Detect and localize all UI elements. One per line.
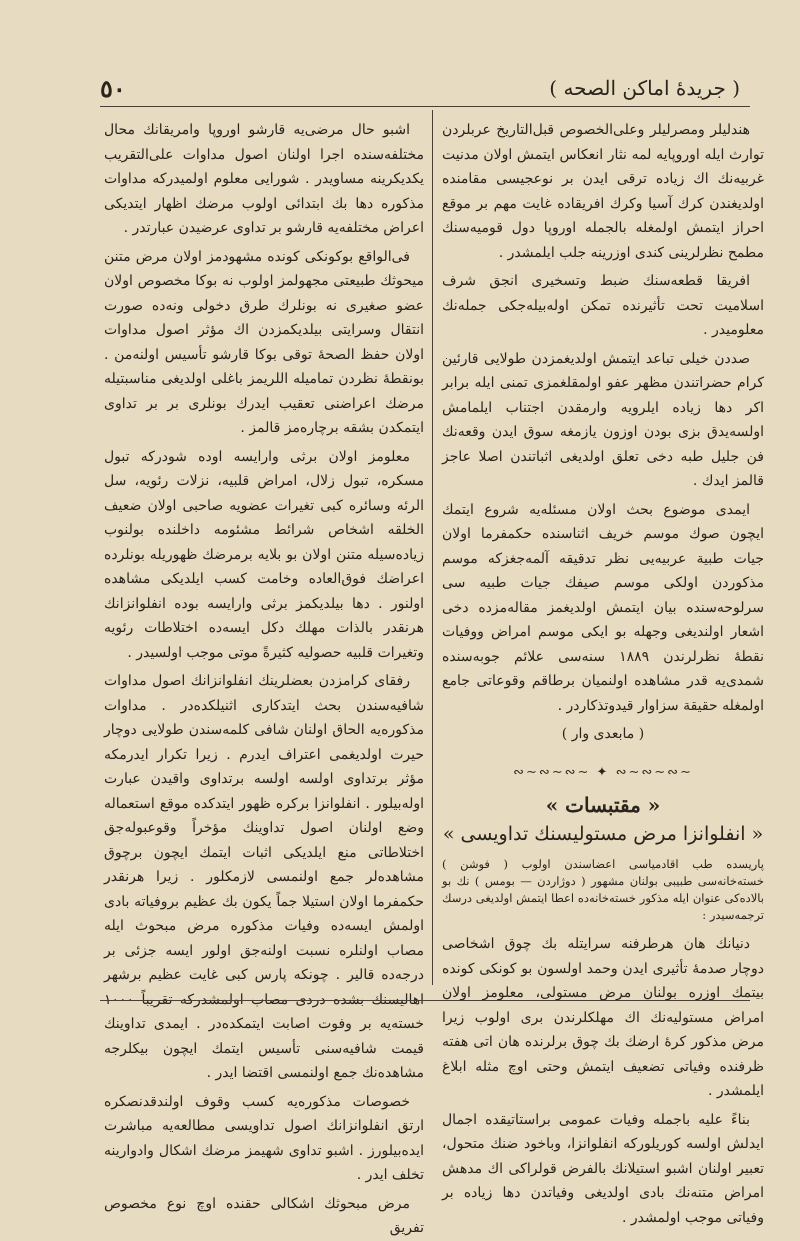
paragraph: بناءً علیه باجمله وفیات عمومی براستاتیقده اجمال ایدلش اولسه کوریلورکه انفلوانزا، وباخود ضنك متحول، تعبیر اولنان اشبو استیلانك بالفرض قولراکی اك مدهش امراض متنه‌نك بادی اولدیغی وفیاتدن دها زیاده بر وفیاتی موجب اولمشدر . [442,1111,764,1226]
continued-note: ( مابعدی وار ) [561,726,645,742]
paragraph: فی‌الواقع بوکونکی کونده مشهودمز اولان مرض متنن میحوثك طبیعتی مجهولمز اولوب نه بوکا مخصوص اولان عضو صغیری نه بونلرك طرق دخولی ونه‌ده صورت انتقال وسرایتی بیلدیکمزدن اك مؤثر اصول مداوات اولان حفظ الصحهٔ توقی بوکا قارشو تأسیس اولنه‌من . بونقطهٔ نظردن تمامیله اللریمز باغلی اولدیغی مناسبتیله مرضك اعراضنی تعقیب ایدرك بونلری بر بر تداوی ایتمکدن بشقه برچاره‌مز قالمز . [104,248,424,436]
column-divider [432,110,433,985]
paragraph: خصوصات مذکوره‌یه کسب وقوف اولندقدنصکره ارتق انفلوانزانك اصول تداویسی مطالعه‌یه مباشرت ایده‌بیلورز . اشبو تداوی شهیمز مرضك اشکال وادوارینه تخلف ایدر . [104,1093,424,1183]
footer-rule [100,1000,750,1001]
paragraph: افریقا قطعه‌سنك ضبط وتسخیری انجق شرف اسلامیت تحت تأثیرنده تمکن اوله‌بیله‌جکی جمله‌نك معلومیدر . [442,273,764,338]
page-number: ٥٠ [100,73,126,103]
paragraph: رفقای کرامزدن بعضلرینك انفلوانزانك اصول مداوات شافیه‌سندن بحث ایتدکاری اثنیلکده‌در . مداوات مذکوره‌یه الحاق اولنان شافی کلمه‌سندن طولایی دوچار حیرت اولدیغمی اعتراف ایدرم . زیرا تکرار ایدرمکه مؤثر برتداوی اولسه اولسه برتداوی واقیدن عبارت اوله‌بیلور . انفلوانزا برکره ظهور ایتدکده موقع استعماله وضع اولنان اصول تداوینك مؤخراً وقوعبوله‌جق اختلاطاتی منع ایلدیکی اثبات ایتمك ایچون برچوق مشاهده‌لر جمع اولنمسی لازمکلور . زیرا هرنقدر حکمفرما اولان استیلا جماً یکون بك عظیم بروفیاته بادی اولمش ایسه‌ده وفیات مذکوره مرض مبحوث ایله مصاب اولنلره نسبت اولنه‌جق اولور ایسه جزئی بر درجه‌ده قالیر . چونکه پارس کبی غایت عظیم برشهر اهالیسنك بشده دردی مصاب اولمشدرکه تقریباً ١٠٠٠ خسته‌یه بر وفوت اصابت ایتمکده‌در . ایمدی تداوینك قیمت شافیه‌سنی تأسیس ایتمك ایچون بیکلرجه مشاهده‌نك جمع اولنمسی اقتضا ایدر . [104,673,424,1081]
paragraph: هندلیلر ومصرلیلر وعلی‌الخصوص قبل‌التاریخ عربلردن توارث ایله اوروپایه لمه نثار انعکاس ایتمش اولان مدنیت غربیه‌نك اك زیاده ترقی ایدن بر نوعجیسی مقامنده اولدیغندن کرك آسیا وکرك افریقاده غایت مهم بر موقع احراز ایتمش اولمغله بالجمله اوروپا دول قومیه‌سنك مطمح نظرلرینی کندی اوزرینه جلب ایلمشدر . [442,122,764,261]
section-title: « مقتبسات » [545,793,661,817]
paragraph: صددن خیلی تباعد ایتمش اولدیغمزدن طولایی قارئین کرام حضراتندن مظهر عفو اولمقلغمزی تمنی ایله برابر اکر دها زیاده ایلرویه وارمقدن اجتناب ایلمامش اولسه‌یدق بزی بودن اوزون یازمغه سوق ایدن وقعه‌نك فن جلیل طبه دخی تعلق اولدیغی اثباتندن اصلا عاجز قالمز ایدك . [442,350,764,489]
left-column [104,118,424,1236]
paragraph: ایمدی موضوع بحث اولان مسئله‌یه شروع ایتمك ایچون صوك موسم خریف اثناسنده حکمفرما اولان جیات طبیة عربیه‌یی نظر تدقیقه آلمه‌جغزکه موسم مذکوردن اولکی موسم صیفك جیات طبیه سی سرلوحه‌سنده بیان ایتمش اولدیغمز مقاله‌مزده دخی اشعار اولندیغی وجهله بو ایکی موسم امراض ووفیات نقطهٔ نظرلرندن ١٨٨٩ سنه‌سی علائم جوبه‌سنده شمدی‌یه قدر مشاهده اولنمیان برطاقم وقوعاتی جامع اولمغله حقیقة سزاوار قیدوتذکاردر . [442,501,764,714]
paragraph: دنیانك هان هرطرفنه سرایتله بك چوق اشخاصی دوچار صدمهٔ تأثیری ایدن وحمد اولسون بو کونکی کونده بیتمك اوزره بولنان مرض مستولی، معلومز اولان امراض مستولیه‌نك اك مهلکلرندن بری اولوب زیرا مرض مذکور کرهٔ ارضك بك چوق برلرنده هان اتی هفته ظرفنده وفیاتی تضعیف ایتمش وحتی اوچ مثله ابلاغ ایلمشدر . [442,936,764,1099]
header-rule [100,106,750,107]
right-column [442,118,764,1226]
article-title: « انفلوانزا مرض مستولیسنك تداویسی » [442,822,764,845]
paragraph: اشبو حال مرضی‌یه قارشو اوروپا وامریقانك محال مختلفه‌سنده اجرا اولنان اصول مداوات علی‌التقریب یکدیکرینه مساویدر . شورایی معلوم اولمیدرکه مداوات مذکوره دها بك ابتدائی اولوب مرضك اظهار ایتدیکی اعراض مختلفه‌یه قارشو بر تداوی عرضیدن عبارتدر . [104,122,424,236]
paragraph: معلومز اولان برثی وارایسه اوده شودرکه تبول مسکره، تبول زلال، امراض قلبیه، نزلات رئویه، سل الرئه وسائره کبی تغیرات عضویه صاحبی اولان ضعیف الخلقه اشخاص شرائط مشئومه داخلنده بولنوب زیاده‌سیله متنن اولان بو بلایه برمرضك ظهوریله بونلرده اعراضك فوق‌العاده وخامت کسب ایلدیکی مشاهده اولنور . دها بیلدیکمز برثی وارایسه بوده انفلوانزانك هرنقدر بالذات مهلك دکل ایسه‌ده اختلاطات رئویه وتغیرات قلبیه حصولیه کثیرةً موتی موجب اولسیدر . [104,448,424,661]
paragraph: مرض مبحوثك اشکالی حقنده اوچ نوع مخصوص تفریق [104,1195,424,1236]
section-ornament: ∽∾∽∾∽∾ ✦ ∽∾∽∾∽∾ [513,764,693,780]
page-header [100,74,740,102]
translator-note: پاریسده طب اقادمیاسی اعضاسندن اولوب ( فوشن ) خسته‌خانه‌سی طبیبی بولنان مشهور ( دوژاردن — بومس ) نك بو بالاده‌کی عنوان ایله مذکور خسته‌خانه‌ده اعطا ایتمش اولدیغی درسك ترجمه‌سیدر : [442,857,764,922]
running-title: ( جريدهٔ اماكن الصحه ) [549,76,740,100]
